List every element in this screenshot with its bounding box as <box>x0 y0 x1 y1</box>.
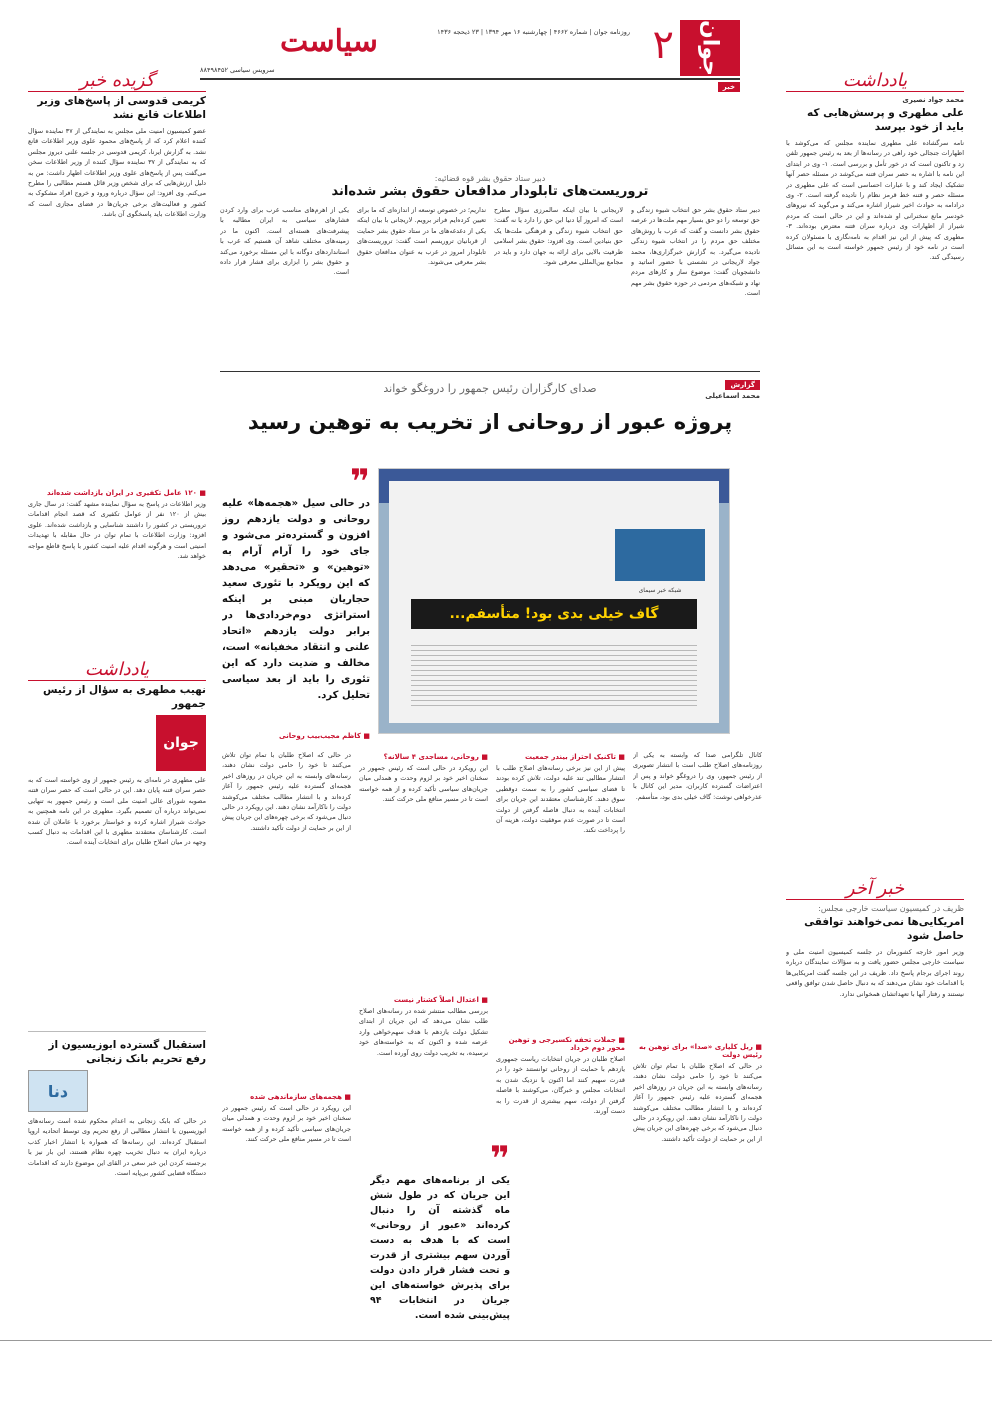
lead-author: ■ کاظم مجیب‌بیب روحانی <box>278 732 370 740</box>
right-author: محمد جواد نصیری <box>902 96 964 104</box>
photo-banner: گاف خیلی بدی بود! متأسفم... <box>411 599 697 629</box>
lead-quote-block <box>222 462 370 740</box>
right-body2: وزیر امور خارجه کشورمان در جلسه کمیسیون امنیت ملی و سیاست خارجی مجلس حضور یافت و به سؤالات نمایندگان درباره روند اجرای برجام پاسخ داد. ظریف در این جلسه گفت امریکایی‌ها با اقدامات خود نشان می‌دهند که به دنبال حاصل شدن توافق واقعی نیستند و رفتار آنها با تعهداتشان همخوانی ندارد. <box>786 948 964 998</box>
bottom-quote: یکی از برنامه‌های مهم دیگر این جریان که در طول شش ماه گذشته آن را دنبال کرده‌اند «عبور از روحانی» است که با هدف به دست آوردن سهم بیشتری از قدرت و تحت فشار قرار دادن دولت برای پذیرش خواسته‌های این جریان در انتخابات ۹۴ پیش‌بینی شده است. <box>370 1175 510 1321</box>
body-col-4b: این رویکرد در حالی است که رئیس جمهور در سخنان اخیر خود بر لزوم وحدت و همدلی میان جریان‌های سیاسی تأکید کرده و از همه خواسته است تا در مسیر منافع ملی حرکت کنند. <box>222 1104 351 1144</box>
right-section-title: یادداشت <box>786 70 964 92</box>
left-sub1: ■ ۱۲۰ عامل تکفیری در ایران بازداشت شده‌اند <box>47 489 206 497</box>
left-headline: کریمی قدوسی از پاسخ‌های وزیر اطلاعات قانع نشد <box>37 95 206 121</box>
masthead <box>200 20 740 91</box>
left-headline2: نهیب مطهری به سؤال از رئیس جمهور <box>42 684 206 710</box>
right-kicker2: ظریف در کمیسیون سیاست خارجی مجلس: <box>818 904 964 913</box>
sub-6: ■ ربل کلیاری «صدا» برای توهین به رئیس دولت <box>639 1043 762 1059</box>
news-tag: خبر <box>718 82 740 92</box>
body-col-1b: در حالی که اصلاح طلبان با تمام توان تلاش می‌کنند تا خود را حامی دولت نشان دهند، رسانه‌های وابسته به این جریان در روزهای اخیر هجمه‌ای گسترده علیه رئیس جمهور را آغاز کرده‌اند و با انتشار مطالب مختلف می‌کوشند دولت را ناکارآمد نشان دهند. این رویکرد در حالی دنبال می‌شود که برخی چهره‌های این جریان پیش از این بر حمایت از دولت تأکید داشتند. <box>633 1062 762 1143</box>
byline-name: محمد اسماعیلی <box>705 392 760 400</box>
bottom-quote-block <box>370 1139 510 1383</box>
top-body-4: یکی از اهرم‌های مناسب غرب برای وارد کردن فشارهای سیاسی به ایران مطالبه با پیشرفت‌های هسته‌ای است. اکنون ما در زمینه‌های مختلف شاهد آن هستیم که غرب با استانداردهای دوگانه با این مسئله برخورد می‌کند و حقوق بشر را ابزاری برای فشار قرار داده است. <box>220 206 349 277</box>
sub-2: ■ اعتدال اصلاً کشتار نیست <box>393 996 488 1004</box>
lead-photo <box>378 468 730 734</box>
top-body-1: دبیر ستاد حقوق بشر حق انتخاب شیوه زندگی و حق توسعه را دو حق بسیار مهم ملت‌ها در عرصه حقوق بشر دانست و گفت که غرب با روش‌های مختلف حق مردم را در انتخاب شیوه زندگی نادیده می‌گیرد. به گزارش خبرگزاری‌ها، محمد جواد لاریجانی در نشستی با حضور اساتید و دانشجویان گفت: موضوع ساز و کارهای مردم نهاد و شبکه‌های مردمی در حوزه حقوق بشر مهم است. <box>631 206 760 298</box>
byline-tag: گزارش <box>725 380 760 390</box>
body-col-1: کانال تلگرامی صدا که وابسته به یکی از روزنامه‌های اصلاح طلب است با انتشار تصویری از رئیس جمهور، وی را دروغگو خواند و پس از اعتراضات گسترده کاربران، مدیر این کانال با عذرخواهی نوشت: گاف خیلی بدی بود، متأسفم. <box>633 751 762 801</box>
top-headline: تروریست‌های تابلودار مدافعان حقوق بشر شده‌اند <box>331 184 649 199</box>
quote-mark-icon-2: ❞ <box>490 1139 510 1179</box>
main-headline: پروژه عبور از روحانی از تخریب به توهین رسید <box>247 410 733 434</box>
photo-tv-label: شبکه خبر سیمای <box>638 587 682 594</box>
top-body-2: لاریجانی با بیان اینکه سالمرزی سؤال مطرح است که امروز آیا دنیا ابن حق را دارد یا نه گفت: حق انتخاب شیوه زندگی و فرهنگی ملت‌ها یک حق بنیادین است. وی افزود: حقوق بشر اسلامی ظرفیت بالایی برای ارائه به جهان دارد و باید در مجامع بین‌المللی معرفی شود. <box>494 206 623 267</box>
body-col-3b: بررسی مطالب منتشر شده در رسانه‌های اصلاح طلب نشان می‌دهد که این جریان از ابتدای تشکیل دولت یازدهم با هدف سهم‌خواهی وارد عرصه شده و اکنون که به خواسته‌های خود نرسیده، به تخریب دولت روی آورده است. <box>359 1007 488 1057</box>
newspaper-logo: جوان <box>680 20 740 76</box>
left-body3: علی مطهری در نامه‌ای به رئیس جمهور از وی خواسته است که به حصر سران فتنه پایان دهد. این در حالی است که حصر سران فتنه مصوبه شورای عالی امنیت ملی است و رئیس جمهور به تنهایی نمی‌تواند درباره آن تصمیم بگیرد. مطهری در این نامه همچنین به حوادث شیراز اشاره کرده و خواستار برخورد با عاملان آن شده است. کارشناسان معتقدند مطهری با این اقدامات به دنبال کسب وجهه در میان اصلاح طلبان برای انتخابات آینده است. <box>28 776 206 847</box>
sub-4: ■ تاکنیک احتراز بیندر جمعیت <box>524 753 625 761</box>
sub-3: ■ جملات تحفه نکسیرجی و توهین محور دوم خرداد <box>508 1036 625 1052</box>
left-section2-title: یادداشت <box>28 659 206 681</box>
quote-mark-icon: ❞ <box>350 462 370 502</box>
top-kicker: دبیر ستاد حقوق بشر قوه قضائیه: <box>434 174 546 183</box>
body-col-4: در حالی که اصلاح طلبان با تمام توان تلاش می‌کنند تا خود را حامی دولت نشان دهند، رسانه‌های وابسته به این جریان در روزهای اخیر هجمه‌ای گسترده علیه رئیس جمهور را آغاز کرده‌اند و با انتشار مطالب مختلف می‌کوشند دولت را ناکارآمد نشان دهند. این رویکرد در حالی دنبال می‌شود که برخی چهره‌های این جریان پیش از این بر حمایت از دولت تأکید داشتند. <box>222 751 351 832</box>
left-body4: در حالی که بابک زنجانی به اعدام محکوم شده است رسانه‌های ابوزیسیون با انتشار مطالبی از رفع تحریم وی توسط اتحادیه اروپا استقبال کرده‌اند. این رسانه‌ها که همواره با انتشار اخبار کذب درباره ایران به دنبال تخریب چهره نظام هستند، این بار نیز با برجسته کردن این خبر سعی در القای این موضوع دارند که اقدامات دستگاه قضایی کشور بی‌پایه است. <box>28 1117 206 1178</box>
left-body: عضو کمیسیون امنیت ملی مجلس به نمایندگی از ۳۷ نماینده سؤال کننده اعلام کرد که از پاسخ‌های محمود علوی وزیر اطلاعات قانع نشد. به گزارش ایرنا، کریمی قدوسی در جلسه علنی دیروز مجلس که به نمایندگی از ۳۷ نماینده سؤال کننده از وزیر اطلاعات سخن می‌گفت پس از پاسخ‌های علوی وزیر اطلاعات اظهار داشت: من به دلیل ارزش‌هایی که برای شخص وزیر قائل هستم مطالبی را مطرح می‌کنم. وی افزود: این سؤال درباره ورود و خروج افراد مشکوک به کشور و فعالیت‌های برخی جریان‌ها در فضای مجازی است که وزارت اطلاعات باید پاسخگوی آن باشد. <box>28 127 206 219</box>
right-body: نامه سرگشاده علی مطهری نماینده مجلس که می‌کوشد با اظهارات جنجالی خود راهی در رسانه‌ها از بعد به رئیس جمهور تلفن زد و تاکنون است که در خور تأمل و بررسی است. ۱- وی در ابتدای این نامه با اشاره به حصر سران فتنه می‌کوشد در مسئله حصر آنها تشکیک ایجاد کند و با عبارات احساسی است که علی مطهری در مسئله حصر و فتنه خط قرمز نظام را نادیده گرفته است. ۲- وی درادامه به حوادث اخیر شیراز اشاره می‌کند و می‌گوید که نیروهای خودسر مانع سخنرانی او شده‌اند و این در حالی است که مردم شیراز از اظهارات وی درباره سران فتنه معترض بوده‌اند. ۳- مطهری که پیش از این نیز اقدام به نامه‌نگاری با مسئولان کرده است در نامه خود از رئیس جمهور خواسته است به این مسائل رسیدگی کند. <box>786 139 964 262</box>
center-column <box>220 170 760 436</box>
left-column <box>28 70 206 1236</box>
section-sub: سرویس سیاسی ۸۸۴۹۸۴۵۲ <box>200 66 275 74</box>
right-headline: علی مطهری و پرسش‌هایی که باید از خود بپرسد <box>807 107 964 133</box>
body-col-2: پیش از این نیز برخی رسانه‌های اصلاح طلب با انتشار مطالبی تند علیه دولت، تلاش کرده بودند تا فضای سیاسی کشور را به سمت دوقطبی سوق دهند. کارشناسان معتقدند این جریان برای انتخابات آینده به دنبال فاصله گرفتن از دولت است تا در صورت عدم موفقیت دولت، هزینه آن را پرداخت نکند. <box>496 764 625 835</box>
body-col-3: این رویکرد در حالی است که رئیس جمهور در سخنان اخیر خود بر لزوم وحدت و همدلی میان جریان‌های سیاسی تأکید کرده و از همه خواسته است تا در مسیر منافع ملی حرکت کنند. <box>359 764 488 804</box>
sub-5: ■ هجمه‌های سازماندهی شده <box>250 1093 351 1101</box>
left-thumb2: دنا <box>28 1070 88 1112</box>
body-col-2b: اصلاح طلبان در جریان انتخابات ریاست جمهوری یازدهم با حمایت از روحانی توانستند خود را در قدرت سهیم کنند اما اکنون با نزدیک شدن به انتخابات مجلس و خبرگان، می‌کوشند با فاصله گرفتن از دولت، سهم بیشتری از قدرت را به دست آورند. <box>496 1055 625 1116</box>
page-number: ۲ <box>652 22 674 68</box>
main-kicker: صدای کارگزاران رئیس جمهور را دروغگو خواند <box>383 382 597 395</box>
sub-1: ■ روحانی، مساجدی ۴ سالانه؟ <box>383 753 488 761</box>
lead-quote: در حالی سیل «هجمه‌ها» علیه روحانی و دولت یازدهم روز افزون و گسترده‌تر می‌شود و جای خود را آرام آرام به «توهین» و «تحقیر» می‌دهد که این رویکرد با تئوری سعید حجاریان مبنی بر اینکه استراتژی دوم‌خردادی‌ها در برابر دولت یازدهم «اتحاد علنی و انتقاد مخفیانه» است، مخالف و ضدیت دارد که این تئوری را باید از بعد سیاسی تحلیل کرد. <box>222 498 370 701</box>
right-headline2: امریکایی‌ها نمی‌خواهند توافقی حاصل شود <box>804 916 964 942</box>
section-name: سیاست <box>280 24 378 59</box>
right-column <box>786 70 964 1367</box>
right-section2-title: خبر آخر <box>786 878 964 900</box>
issue-info: روزنامه جوان | شماره ۴۶۶۲ | چهارشنبه ۱۶ مهر ۱۳۹۴ | ۲۳ ذیحجه ۱۴۳۶ <box>437 28 630 36</box>
left-thumb: جوان <box>156 715 206 771</box>
top-body-3: نداریم؛ در خصوص توسعه از اندازه‌ای که ما برای تعیین کرده‌ایم فراتر برویم. لاریجانی با بیان اینکه یکی از دغدغه‌های ما در ستاد حقوق بشر حمایت از قربانیان تروریسم است گفت: تروریست‌های تابلودار امروز در غرب به عنوان مدافعان حقوق بشر معرفی می‌شوند. <box>357 206 486 267</box>
left-body2: وزیر اطلاعات در پاسخ به سؤال نماینده مشهد گفت: در سال جاری بیش از ۱۲۰ نفر از عوامل تکفیری که قصد انجام اقدامات تروریستی در کشور را داشتند شناسایی و بازداشت شده‌اند. علوی افزود: وزارت اطلاعات با تمام توان در حال مقابله با تهدیدات امنیتی است و هرگونه اقدام علیه امنیت کشور با پاسخ قاطع مواجه خواهد شد. <box>28 500 206 561</box>
left-section-title: گزیده خبر <box>28 70 206 92</box>
left-headline3: استقبال گسترده ابوزیسیون از رفع تحریم بانک زنجانی <box>48 1039 206 1065</box>
